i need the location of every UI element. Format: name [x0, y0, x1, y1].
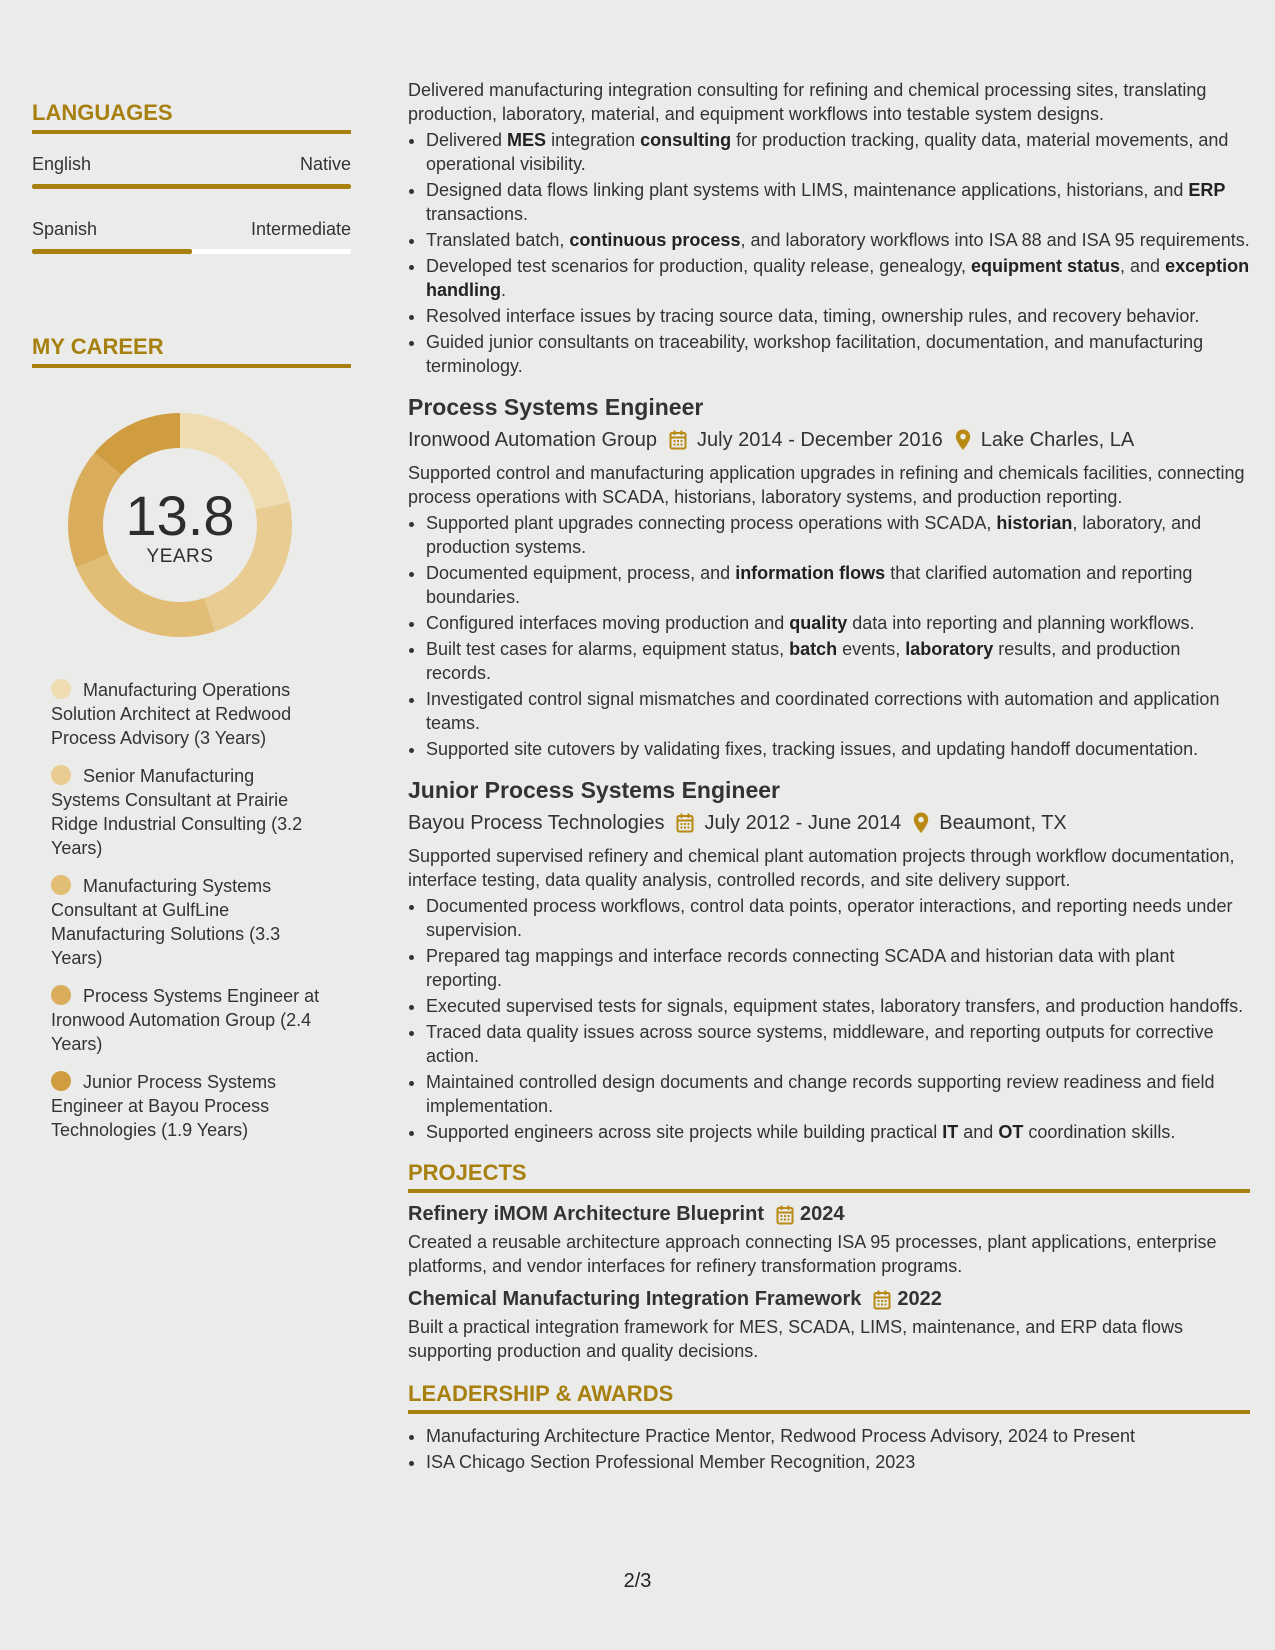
languages-heading: LANGUAGES — [32, 100, 351, 134]
bullet-item: • Built test cases for alarms, equipment status, batch events, laboratory results, and production records. — [426, 637, 1250, 685]
calendar-icon — [776, 1205, 794, 1225]
job-description: Supported supervised refinery and chemical plant automation projects through workflow documentation, interface testing, data quality analysis, controlled records, and site delivery support. — [408, 846, 1235, 890]
legend-label: Senior Manufacturing Systems Consultant at Prairie Ridge Industrial Consulting (3.2 Years) — [51, 766, 303, 858]
project-title-row — [408, 1288, 1250, 1311]
language-proficiency-bar — [32, 184, 351, 189]
bullet-item: • Supported plant upgrades connecting process operations with SCADA, historian, laboratory, and production systems. — [426, 511, 1250, 559]
bullet-item: • Supported site cutovers by validating fixes, tracking issues, and updating handoff documentation. — [426, 737, 1250, 761]
project-title-row — [408, 1203, 1250, 1226]
career-donut-chart — [65, 410, 295, 640]
bullet-item: • Maintained controlled design documents and change records supporting review readiness and field implementation. — [426, 1070, 1250, 1118]
legend-label: Junior Process Systems Engineer at Bayou Process Technologies (1.9 Years) — [51, 1072, 277, 1140]
page-number: 2/3 — [623, 1570, 652, 1592]
job-company: Bayou Process Technologies — [408, 812, 665, 834]
map-pin-icon — [913, 812, 929, 834]
bullet-item: • Traced data quality issues across source systems, middleware, and reporting outputs for corrective action. — [426, 1020, 1250, 1068]
career-legend-item — [51, 678, 321, 750]
main-content — [408, 78, 1250, 1476]
job-meta — [408, 808, 1250, 838]
calendar-icon — [669, 430, 687, 450]
calendar-icon — [676, 813, 694, 833]
language-name: English — [32, 154, 92, 174]
bullet-item: • Translated batch, continuous process, and laboratory workflows into ISA 88 and ISA 95 requirements. — [426, 228, 1250, 252]
bullet-item: • Designed data flows linking plant systems with LIMS, maintenance applications, historians, and ERP transactions. — [426, 178, 1250, 226]
job-description: Delivered manufacturing integration consulting for refining and chemical processing sites, translating production, laboratory, material, and equipment workflows into testable system designs. — [408, 80, 1207, 124]
bullet-item: • Guided junior consultants on traceability, workshop facilitation, documentation, and manufacturing terminology. — [426, 330, 1250, 378]
project-title: Refinery iMOM Architecture Blueprint — [408, 1203, 764, 1225]
job-location: Lake Charles, LA — [980, 429, 1135, 451]
career-legend-item — [51, 984, 321, 1056]
legend-dot — [51, 765, 71, 785]
job-entry — [408, 775, 1250, 1144]
bullet-item: • Documented equipment, process, and information flows that clarified automation and reporting boundaries. — [426, 561, 1250, 609]
job-title: Process Systems Engineer — [408, 394, 704, 420]
legend-dot — [51, 875, 71, 895]
language-proficiency-bar — [32, 249, 351, 254]
bullet-item: • Documented process workflows, control data points, operator interactions, and reporting needs under supervision. — [426, 894, 1250, 942]
bullet-item: • Investigated control signal mismatches and coordinated corrections with automation and application teams. — [426, 687, 1250, 735]
language-proficiency-fill — [32, 184, 351, 189]
bullet-item: • Supported engineers across site projects while building practical IT and OT coordination skills. — [426, 1120, 1250, 1144]
job-company: Ironwood Automation Group — [408, 429, 658, 451]
legend-label: Manufacturing Operations Solution Architect at Redwood Process Advisory (3 Years) — [51, 680, 292, 748]
project-title: Chemical Manufacturing Integration Framework — [408, 1288, 862, 1310]
leadership-item: • ISA Chicago Section Professional Member Recognition, 2023 — [426, 1450, 1250, 1474]
career-total-years: 13.8 — [125, 484, 235, 547]
career-legend — [51, 678, 321, 1142]
map-pin-icon — [955, 429, 971, 451]
project-description: Created a reusable architecture approach connecting ISA 95 processes, plant applications, enterprise platforms, and vendor interfaces for refinery transformation programs. — [408, 1232, 1217, 1276]
job-location: Beaumont, TX — [939, 812, 1067, 834]
project-entry — [408, 1288, 1250, 1363]
project-entry — [408, 1203, 1250, 1278]
leadership-heading: LEADERSHIP & AWARDS — [408, 1381, 1250, 1414]
language-name: Spanish — [32, 219, 98, 239]
job-dates: July 2012 - June 2014 — [704, 812, 902, 834]
career-legend-item — [51, 764, 321, 860]
legend-label: Process Systems Engineer at Ironwood Automation Group (2.4 Years) — [51, 986, 320, 1054]
job-bullets — [408, 511, 1250, 761]
career-years-unit: YEARS — [146, 546, 214, 567]
leadership-item: • Manufacturing Architecture Practice Mentor, Redwood Process Advisory, 2024 to Present — [426, 1424, 1250, 1448]
legend-dot — [51, 679, 71, 699]
bullet-item: • Executed supervised tests for signals, equipment states, laboratory transfers, and production handoffs. — [426, 994, 1250, 1018]
career-heading: MY CAREER — [32, 334, 351, 368]
project-description: Built a practical integration framework for MES, SCADA, LIMS, maintenance, and ERP data flows supporting production and quality decisions. — [408, 1317, 1184, 1361]
bullet-item: • Prepared tag mappings and interface records connecting SCADA and historian data with plant reporting. — [426, 944, 1250, 992]
job-bullets — [408, 894, 1250, 1144]
job-entry — [408, 392, 1250, 761]
leadership-list — [408, 1424, 1250, 1474]
job-description: Supported control and manufacturing application upgrades in refining and chemicals facilities, connecting process operations with SCADA, historians, laboratory systems, and production reporting. — [408, 463, 1245, 507]
bullet-item: • Resolved interface issues by tracing source data, timing, ownership rules, and recovery behavior. — [426, 304, 1250, 328]
project-year: 2024 — [799, 1203, 845, 1225]
donut-center — [65, 410, 295, 640]
language-proficiency-fill — [32, 249, 192, 254]
calendar-icon — [873, 1290, 891, 1310]
bullet-item: • Configured interfaces moving production and quality data into reporting and planning workflows. — [426, 611, 1250, 635]
language-level: Intermediate — [250, 219, 351, 239]
bullet-item: • Delivered MES integration consulting for production tracking, quality data, material movements, and operational visibility. — [426, 128, 1250, 176]
language-item — [32, 219, 351, 254]
language-item — [32, 154, 351, 189]
legend-dot — [51, 1071, 71, 1091]
sidebar — [32, 100, 351, 1156]
job-bullets — [408, 128, 1250, 378]
job-dates: July 2014 - December 2016 — [697, 429, 943, 451]
legend-dot — [51, 985, 71, 1005]
legend-label: Manufacturing Systems Consultant at GulfLine Manufacturing Solutions (3.3 Years) — [51, 876, 281, 968]
job-meta — [408, 425, 1250, 455]
job-title: Junior Process Systems Engineer — [408, 777, 780, 803]
career-legend-item — [51, 1070, 321, 1142]
career-legend-item — [51, 874, 321, 970]
bullet-item: • Developed test scenarios for production, quality release, genealogy, equipment status, and exception handling. — [426, 254, 1250, 302]
project-year: 2022 — [897, 1288, 942, 1310]
language-level: Native — [299, 154, 351, 174]
projects-heading: PROJECTS — [408, 1160, 1250, 1193]
